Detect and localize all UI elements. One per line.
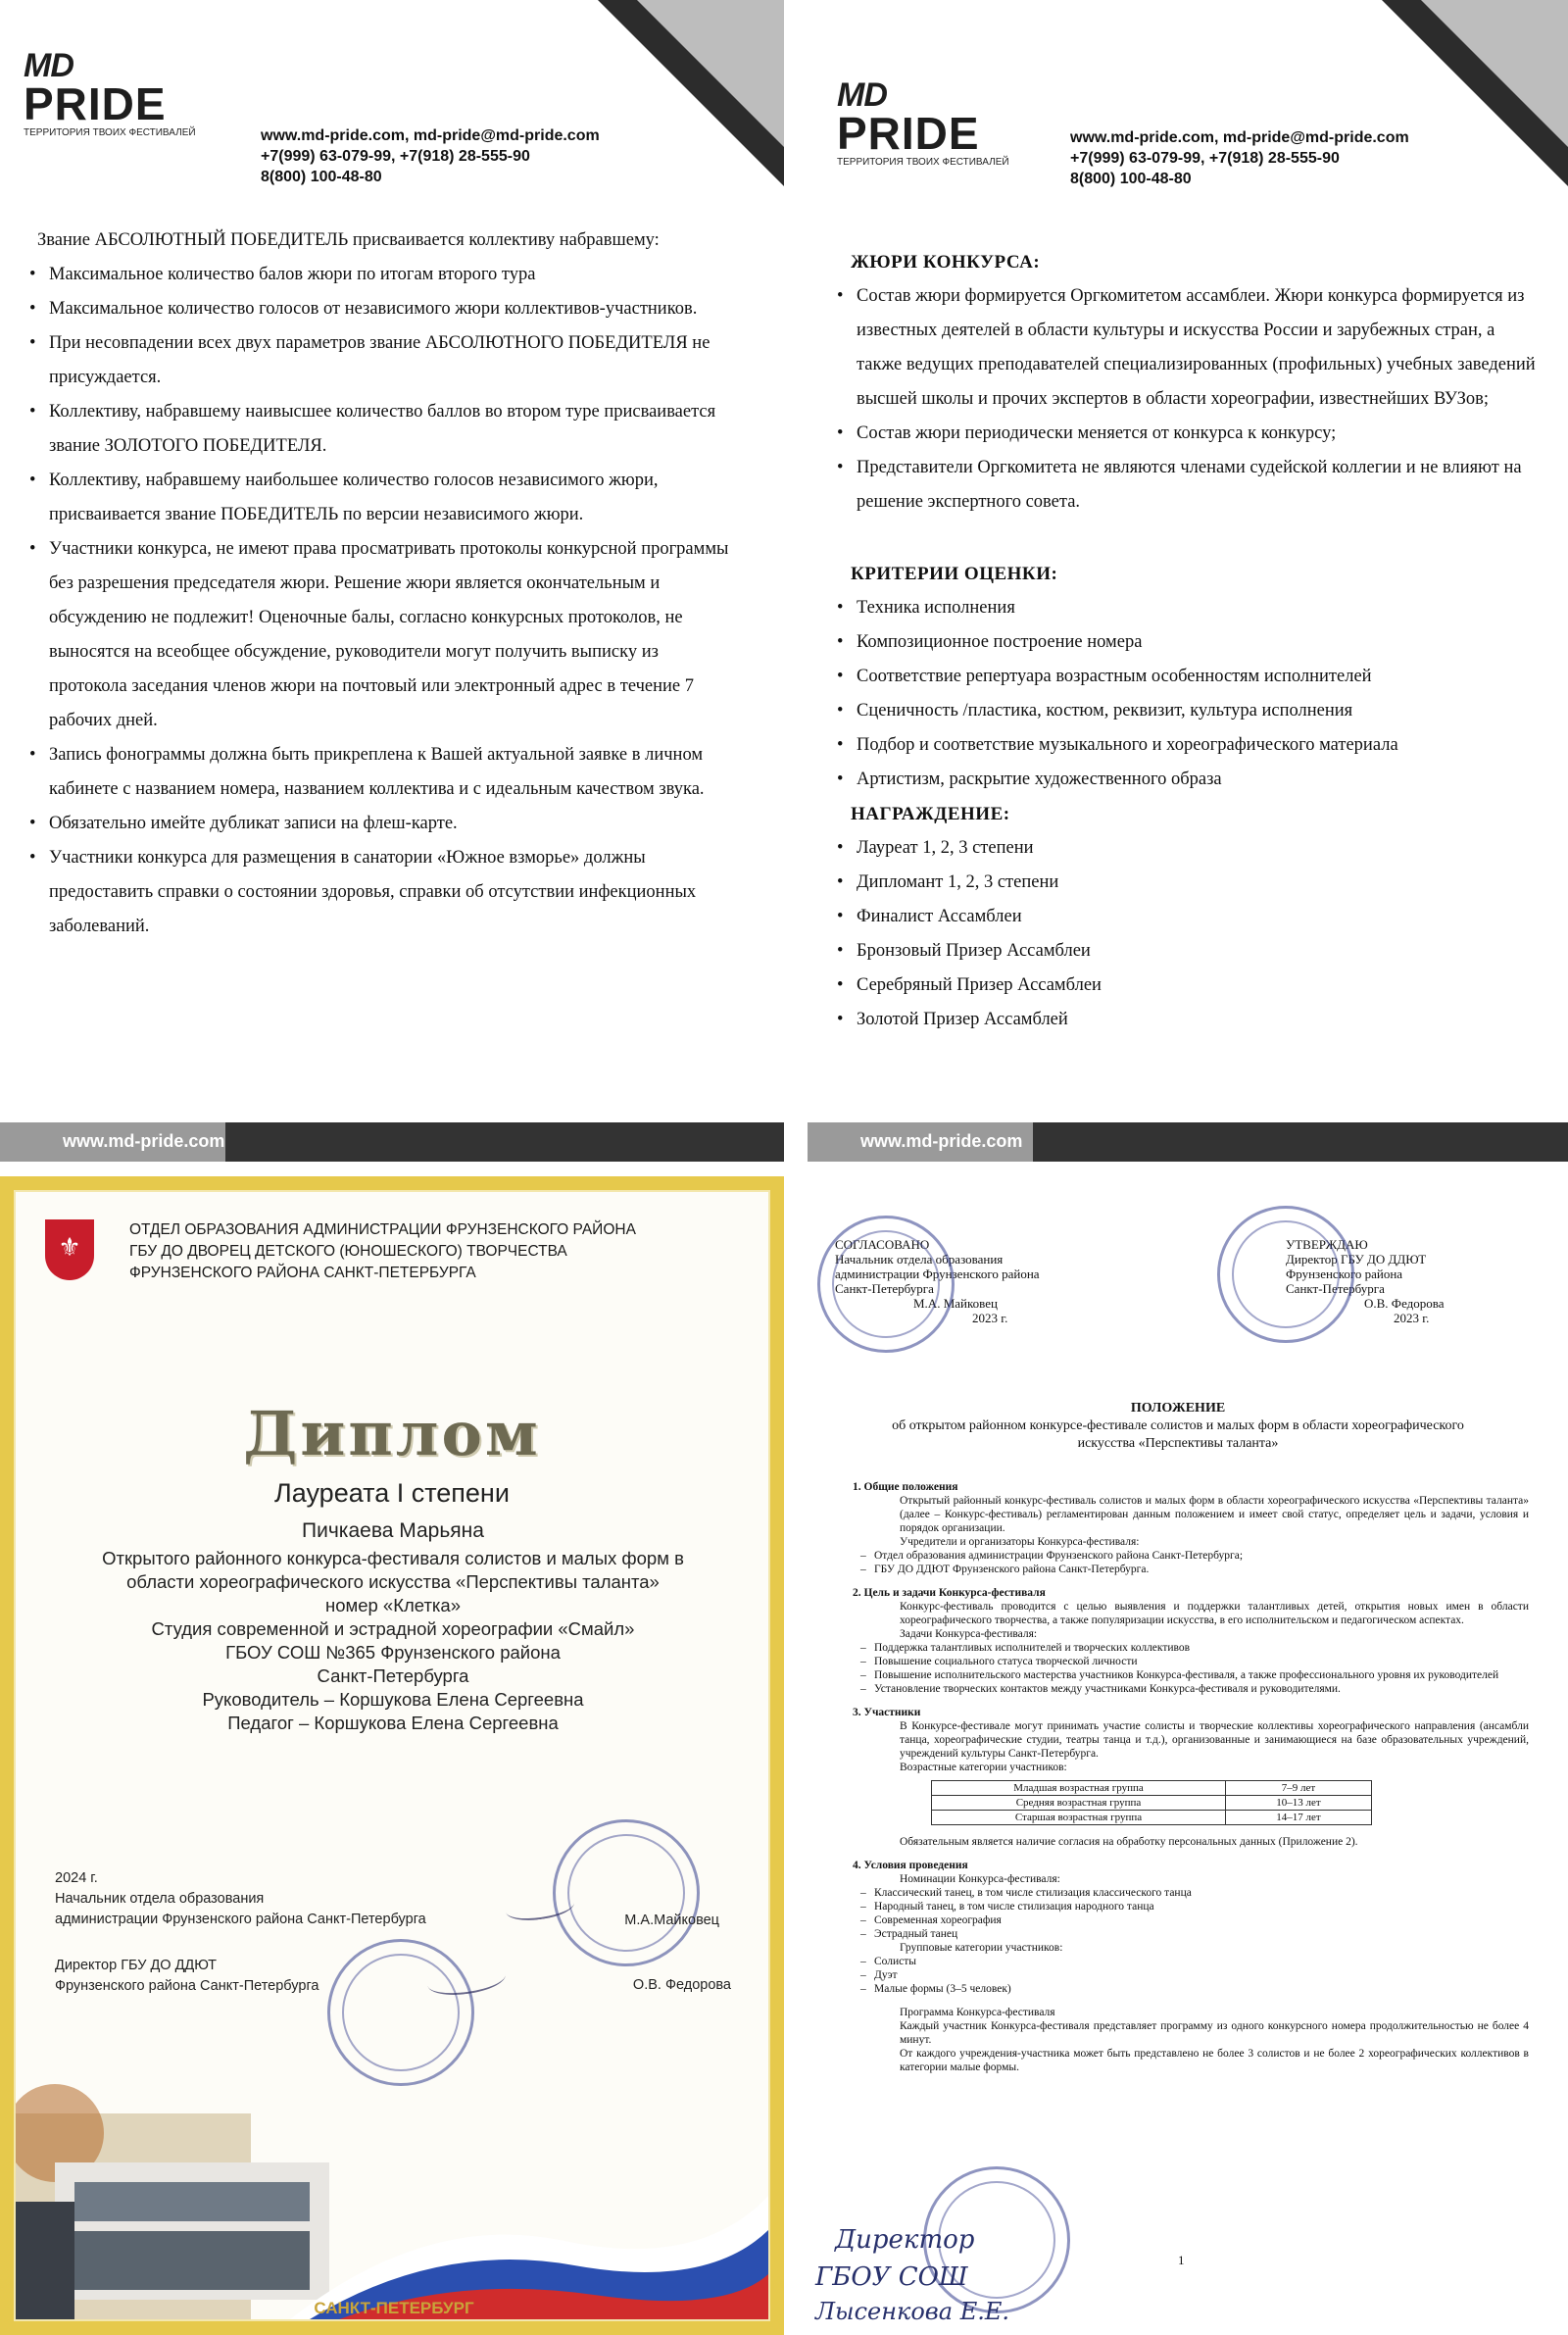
regulation-title: ПОЛОЖЕНИЕ об открытом районном конкурсе-фестивале солистов и малых форм в области хореографического искусства «Перспективы таланта» <box>892 1401 1464 1451</box>
table-row: Младшая возрастная группа 7–9 лет <box>932 1781 1372 1796</box>
signer-name: О.В. Федорова <box>632 1977 731 1993</box>
list-item: • При несовпадении всех двух параметров звание АБСОЛЮТНОГО ПОБЕДИТЕЛЯ не присуждается. <box>29 326 735 395</box>
md-pride-logo: MD PRIDE ТЕРРИТОРИЯ ТВОИХ ФЕСТИВАЛЕЙ <box>24 47 196 138</box>
absolute-winner-intro: Звание АБСОЛЮТНЫЙ ПОБЕДИТЕЛЬ присваивается коллективу набравшему: <box>37 230 660 250</box>
corner-decoration <box>1421 0 1568 147</box>
age-categories-table <box>931 1780 1372 1825</box>
table-row: Средняя возрастная группа 10–13 лет <box>932 1796 1372 1811</box>
rules-page-1 <box>0 0 784 1162</box>
list-item: • Лауреат 1, 2, 3 степени <box>837 831 1543 866</box>
diploma-sheet <box>14 1190 770 2321</box>
footer-bar <box>808 1122 1568 1162</box>
list-item: • Коллективу, набравшему наивысшее количество баллов во втором туре присваивается звание ЗОЛОТОГО ПОБЕДИТЕЛЯ. <box>29 395 735 464</box>
list-item: • Состав жюри формируется Оргкомитетом ассамблеи. Жюри конкурса формируется из известных деятелей в области культуры и искусства России и зарубежных стран, а также ведущих преподавателей специализированных (профильных) учебных заведений высшей школы и прочих экспертов в области хореографии, известнейших ВУЗов; <box>837 279 1543 417</box>
awards-heading: НАГРАЖДЕНИЕ: <box>851 804 1010 824</box>
list-item: • Техника исполнения <box>837 591 1543 625</box>
contact-web-email: www.md-pride.com, md-pride@md-pride.com <box>261 127 600 144</box>
rules-body <box>29 224 735 944</box>
rules-page-2 <box>808 0 1568 1162</box>
list-item: • Артистизм, раскрытие художественного образа <box>837 763 1543 797</box>
recipient-name: Пичкаева Марьяна <box>302 1519 484 1542</box>
diploma <box>0 1176 784 2335</box>
list-item: • Дипломант 1, 2, 3 степени <box>837 866 1543 900</box>
corner-decoration <box>637 0 784 147</box>
list-item: • Финалист Ассамблеи <box>837 900 1543 934</box>
contact-phones: +7(999) 63-079-99, +7(918) 28-555-90 <box>1070 150 1340 167</box>
contact-hotline: 8(800) 100-48-80 <box>1070 171 1192 187</box>
approved-block: УТВЕРЖДАЮ Директор ГБУ ДО ДДЮТ Фрунзенского района Санкт-Петербурга О.В. Федорова 2023 г. <box>1286 1237 1445 1325</box>
contact-web-email: www.md-pride.com, md-pride@md-pride.com <box>1070 129 1409 146</box>
contact-phones: +7(999) 63-079-99, +7(918) 28-555-90 <box>261 148 530 165</box>
list-item: • Участники конкурса для размещения в санатории «Южное взморье» должны предоставить справки о состоянии здоровья, справки об отсутствии инфекционных заболеваний. <box>29 841 735 944</box>
jury-list <box>837 279 1543 520</box>
diploma-text: Пичкаева Марьяна Открытого районного конкурса-фестиваля солистов и малых форм в области хореографического искусства «Перспективы таланта» номер «Клетка» Студия современной и эстрадной хореографии «Смайл» ГБОУ СОШ №365 Фрунзенского района Санкт-Петербурга Руководитель – Коршукова Елена Сергеевна Педагог – Коршукова Елена Сергеевна <box>55 1519 731 1735</box>
jury-heading: ЖЮРИ КОНКУРСА: <box>851 252 1041 273</box>
footer-url[interactable]: www.md-pride.com <box>860 1131 1023 1151</box>
list-item: • Бронзовый Призер Ассамблеи <box>837 934 1543 969</box>
list-item: • Коллективу, набравшему наибольшее количество голосов независимого жюри, присваивается звание ПОБЕДИТЕЛЬ по версии независимого жюри. <box>29 464 735 532</box>
regulation-body: 1. Общие положения Открытый районный конкурс-фестиваль солистов и малых форм в области хореографического искусства «Перспективы таланта» (далее – Конкурс-фестиваль) регламентирован данным положением и имеет свой статус, определяет цель и задачи, условия и порядок организации. Учредители и организаторы Конкурса-фестиваля: – Отдел образования администрации Фрунзенского района Санкт-Петербурга; – ГБУ ДО ДДЮТ Фрунзенского района Санкт-Петербурга. 2. Цель и задачи Конкурса-фестиваля Конкурс-фестиваль проводится с целью выявления и поддержки талантливых детей, открытия новых имен в области хореографического творчества, а также популяризации искусства, в его исполнительском и педагогическом аспектах. Задачи Конкурса-фестиваля: – Поддержка талантливых исполнителей и творческих коллективов – Повышение социального статуса творческой личности – Повышение исполнительского мастерства участников Конкурса-фестиваля, а также профессионального уровня их руководителей – Установление творческих контактов между участниками Конкурса-фестиваля и руководителями. 3. Участники В Конкурсе-фестивале могут принимать участие солисты и творческие коллективы хореографического направления (ансамбли танца, хореографические студии, театры танца и т.д.), организованные и занимающиеся на базе образовательных учреждений, учреждений культуры Санкт-Петербурга. Возрастные категории участников: Младшая возрастная группа 7–9 лет Средняя возрастная группа 10–13 лет Старшая возрастная группа 14–17 лет Обязательным является наличие согласия на обработку персональных данных (Приложение 2). 4. Условия проведения Номинации Конкурса-фестиваля: – Классический танец, в том числе стилизация классического танца – Народный танец, в том числе стилизация народного танца – Современная хореография – Эстрадный танец Групповые категории участников: – Солисты – Дуэт – Малые формы (3–5 человек) Программа Конкурса-фестиваля Каждый участник Конкурса-фестиваля представляет программу из одного конкурсного номера продолжительностью не более 4 минут. От каждого учреждения-участника может быть представлено не более 3 солистов и не более 2 хореографических коллективов в категории малые формы. <box>853 1470 1529 2074</box>
criteria-heading: КРИТЕРИИ ОЦЕНКИ: <box>851 564 1058 584</box>
list-item: • Композиционное построение номера <box>837 625 1543 660</box>
rules-body <box>837 245 1543 1037</box>
list-item: • Участники конкурса, не имеют права просматривать протоколы конкурсной программы без разрешения председателя жюри. Решение жюри является окончательным и обсуждению не подлежит! Оценочные балы, согласно конкурсных протоколов, не выносятся на всеобщее обсуждение, руководители могут получить выписку из протокола заседания членов жюри на почтовый или электронный адрес в течение 7 рабочих дней. <box>29 532 735 738</box>
footer-url[interactable]: www.md-pride.com <box>63 1131 225 1151</box>
city-banner: САНКТ-ПЕТЕРБУРГ <box>314 2299 474 2317</box>
md-pride-logo: MD PRIDE ТЕРРИТОРИЯ ТВОИХ ФЕСТИВАЛЕЙ <box>837 76 1009 168</box>
list-item: • Золотой Призер Ассамблей <box>837 1003 1543 1037</box>
page-number: 1 <box>1178 2253 1185 2267</box>
official-stamp <box>1217 1206 1354 1343</box>
handwritten-note: Директор <box>835 2225 975 2255</box>
list-item: • Представители Оргкомитета не являются членами судейской коллегии и не влияют на решение экспертного совета. <box>837 451 1543 520</box>
list-item: • Сценичность /пластика, костюм, реквизит, культура исполнения <box>837 694 1543 728</box>
handwritten-note: ГБОУ СОШ <box>815 2262 968 2292</box>
awards-list <box>837 831 1543 1037</box>
list-item: • Соответствие репертуара возрастным особенностям исполнителей <box>837 660 1543 694</box>
list-item: • Подбор и соответствие музыкального и хореографического материала <box>837 728 1543 763</box>
rules-list <box>29 258 735 944</box>
diploma-signatures: 2024 г. Начальник отдела образования администрации Фрунзенского района Санкт-Петербурга М.А.Майковец Директор ГБУ ДО ДДЮТ Фрунзенского района Санкт-Петербурга О.В. Федорова <box>55 1870 731 1994</box>
list-item: • Состав жюри периодически меняется от конкурса к конкурсу; <box>837 417 1543 451</box>
handwritten-note: Лысенкова Е.Е. <box>815 2298 1010 2325</box>
list-item: • Максимальное количество балов жюри по итогам второго тура <box>29 258 735 292</box>
regulation-page <box>796 1176 1568 2335</box>
contacts-block <box>1070 127 1409 189</box>
building-flag-illustration <box>16 2074 770 2319</box>
list-item: • Серебряный Призер Ассамблеи <box>837 969 1543 1003</box>
criteria-list <box>837 591 1543 797</box>
footer-bar <box>0 1122 784 1162</box>
diploma-year: 2024 г. <box>55 1870 98 1886</box>
signer-name: М.А.Майковец <box>624 1913 719 1928</box>
coat-of-arms-icon: ⚜ <box>45 1219 94 1280</box>
diploma-degree: Лауреата I степени <box>274 1478 510 1508</box>
diploma-header: ОТДЕЛ ОБРАЗОВАНИЯ АДМИНИСТРАЦИИ ФРУНЗЕНСКОГО РАЙОНА ГБУ ДО ДВОРЕЦ ДЕТСКОГО (ЮНОШЕСКОГО) ТВОРЧЕСТВА ФРУНЗЕНСКОГО РАЙОНА САНКТ-ПЕТЕРБУРГА <box>129 1221 636 1281</box>
list-item: • Максимальное количество голосов от независимого жюри коллективов-участников. <box>29 292 735 326</box>
official-stamp <box>817 1216 955 1353</box>
list-item: • Запись фонограммы должна быть прикреплена к Вашей актуальной заявке в личном кабинете с названием номера, названием коллектива и с идеальным качеством звука. <box>29 738 735 807</box>
table-row: Старшая возрастная группа 14–17 лет <box>932 1811 1372 1825</box>
contact-hotline: 8(800) 100-48-80 <box>261 169 382 185</box>
contacts-block <box>261 125 600 187</box>
agreed-block: СОГЛАСОВАНО Начальник отдела образования администрации Фрунзенского района Санкт-Петербурга М.А. Майковец 2023 г. <box>835 1237 1040 1325</box>
list-item: • Обязательно имейте дубликат записи на флеш-карте. <box>29 807 735 841</box>
diploma-title: Диплом <box>243 1398 541 1469</box>
